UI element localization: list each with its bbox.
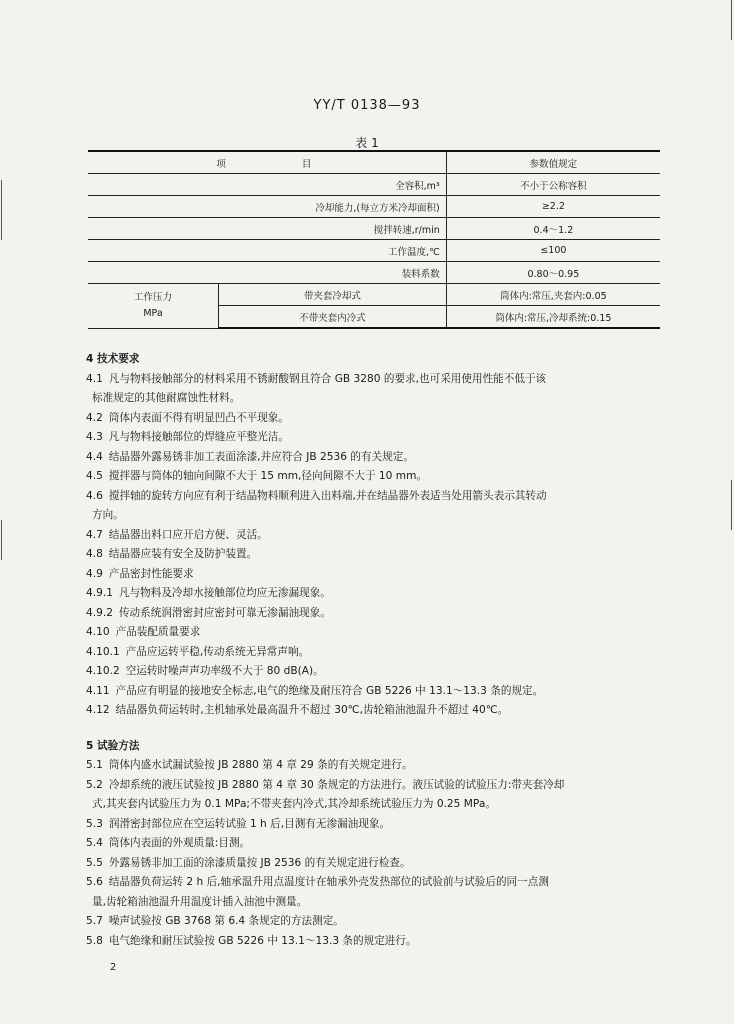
clause-line bbox=[86, 448, 660, 468]
clause-text: 产品装配质量要求 bbox=[115, 626, 201, 638]
table-cell-value: 筒体内:常压,夹套内:0.05 bbox=[446, 284, 660, 306]
clause-line bbox=[86, 389, 660, 409]
clause-text: 电气绝缘和耐压试验按 GB 5226 中 13.1～13.3 条的规定进行。 bbox=[108, 934, 417, 947]
section-title: 5 试验方法 bbox=[86, 739, 140, 752]
clause-number: 4.5 bbox=[86, 470, 103, 482]
pressure-label: 工作压力 bbox=[133, 291, 172, 303]
clause-line bbox=[86, 526, 660, 546]
spec-table bbox=[88, 150, 660, 329]
clause-text: 凡与物料接触部分的材料采用不锈耐酸钢且符合 GB 3280 的要求,也可采用使用性能不低于该 bbox=[108, 372, 547, 385]
clause-text: 标准规定的其他耐腐蚀性材料。 bbox=[92, 392, 241, 404]
table-cell-subitem: 带夹套冷却式 bbox=[219, 284, 447, 306]
clause-line bbox=[86, 756, 660, 776]
clause-line bbox=[86, 584, 660, 604]
clause-line bbox=[86, 893, 660, 913]
scan-edge-mark bbox=[731, 480, 732, 530]
clause-text: 筒体内表面不得有明显凹凸不平现象。 bbox=[108, 411, 289, 424]
clause-text: 量,齿轮箱油池温升用温度计插入油池中测量。 bbox=[92, 895, 308, 908]
table-header-value: 参数值规定 bbox=[446, 151, 660, 174]
clause-number: 5.8 bbox=[86, 934, 103, 947]
table-row bbox=[88, 196, 660, 218]
clause-number: 4.3 bbox=[86, 431, 103, 443]
table-cell-value: 0.80～0.95 bbox=[446, 262, 660, 284]
pressure-label-cell bbox=[88, 284, 219, 329]
clause-text: 筒体内盛水试漏试验按 JB 2880 第 4 章 29 条的有关规定进行。 bbox=[108, 759, 413, 771]
clause-number: 4.10 bbox=[86, 626, 110, 638]
clause-line bbox=[86, 873, 660, 893]
clause-number: 4.11 bbox=[86, 684, 110, 697]
table-caption: 表 1 bbox=[355, 136, 379, 150]
pressure-unit: MPa bbox=[143, 307, 163, 319]
clause-text: 冷却系统的液压试验按 JB 2880 第 4 章 30 条规定的方法进行。液压试验的试验压力:带夹套冷却 bbox=[108, 778, 565, 791]
clause-text: 结晶器出料口应开启方便、灵活。 bbox=[108, 528, 268, 541]
clause-line bbox=[86, 428, 660, 448]
table-cell-item: 全容积,m³ bbox=[88, 174, 446, 196]
scan-edge-mark bbox=[1, 180, 2, 240]
clause-number: 5.7 bbox=[86, 915, 103, 927]
clause-line bbox=[86, 815, 660, 835]
table-row bbox=[88, 218, 660, 240]
clause-line bbox=[86, 623, 660, 643]
clause-line bbox=[86, 834, 660, 854]
table-cell-value: 不小于公称容积 bbox=[446, 174, 660, 196]
clause-number: 4.10.2 bbox=[86, 665, 120, 677]
document-body bbox=[86, 348, 660, 951]
scan-edge-mark bbox=[731, 0, 732, 40]
table-row bbox=[88, 284, 660, 306]
clause-line bbox=[86, 545, 660, 565]
clause-number: 4.9.2 bbox=[86, 606, 113, 619]
clause-text: 搅拌器与筒体的轴向间隙不大于 15 mm,径向间隙不大于 10 mm。 bbox=[108, 470, 427, 482]
clause-number: 4.10.1 bbox=[86, 645, 120, 658]
clause-text: 传动系统润滑密封应密封可靠无渗漏油现象。 bbox=[118, 606, 331, 619]
section-4-items bbox=[86, 370, 660, 721]
table-row bbox=[88, 240, 660, 262]
header-item-char: 目 bbox=[301, 158, 318, 170]
clause-number: 4.2 bbox=[86, 411, 103, 424]
table-row bbox=[88, 262, 660, 284]
clause-line bbox=[86, 506, 660, 526]
clause-line bbox=[86, 604, 660, 624]
clause-line bbox=[86, 776, 660, 796]
clause-text: 方向。 bbox=[92, 509, 124, 521]
clause-line bbox=[86, 682, 660, 702]
table-cell-item: 装料系数 bbox=[88, 262, 446, 284]
clause-number: 5.6 bbox=[86, 876, 103, 888]
clause-text: 结晶器应装有安全及防护装置。 bbox=[108, 548, 258, 560]
table-cell-value: 筒体内:常压,冷却系统:0.15 bbox=[446, 306, 660, 329]
section-5 bbox=[86, 737, 660, 952]
clause-number: 4.7 bbox=[86, 528, 103, 541]
clause-line bbox=[86, 409, 660, 429]
clause-number: 5.1 bbox=[86, 759, 103, 771]
clause-number: 4.12 bbox=[86, 704, 110, 716]
clause-text: 凡与物料接触部位的焊缝应平整光洁。 bbox=[108, 431, 289, 443]
clause-number: 4.1 bbox=[86, 372, 103, 385]
clause-text: 筒体内表面的外观质量:目测。 bbox=[108, 837, 251, 849]
header-item-char: 项 bbox=[216, 158, 232, 170]
scan-edge-mark bbox=[1, 520, 2, 560]
clause-line bbox=[86, 932, 660, 952]
table-cell-subitem: 不带夹套内冷式 bbox=[219, 306, 447, 329]
clause-line bbox=[86, 487, 660, 507]
clause-line bbox=[86, 370, 660, 390]
section-5-items bbox=[86, 756, 660, 951]
clause-line bbox=[86, 643, 660, 663]
clause-line bbox=[86, 912, 660, 932]
clause-line bbox=[86, 662, 660, 682]
section-title: 4 技术要求 bbox=[86, 353, 140, 365]
clause-number: 4.4 bbox=[86, 450, 103, 463]
clause-text: 噪声试验按 GB 3768 第 6.4 条规定的方法测定。 bbox=[108, 915, 344, 927]
table-row bbox=[88, 174, 660, 196]
clause-number: 5.2 bbox=[86, 778, 103, 791]
clause-line bbox=[86, 565, 660, 585]
clause-text: 产品密封性能要求 bbox=[108, 567, 194, 580]
clause-text: 式,其夹套内试验压力为 0.1 MPa;不带夹套内冷式,其冷却系统试验压力为 0.25 MPa。 bbox=[92, 798, 496, 810]
table-cell-value: ≥2.2 bbox=[446, 196, 660, 218]
table-cell-item: 工作温度,℃ bbox=[88, 240, 446, 262]
page-number: 2 bbox=[110, 962, 117, 973]
clause-text: 结晶器外露易锈非加工表面涂漆,并应符合 JB 2536 的有关规定。 bbox=[108, 450, 414, 463]
section-4 bbox=[86, 350, 660, 721]
clause-line bbox=[86, 795, 660, 815]
clause-text: 润滑密封部位应在空运转试验 1 h 后,目测有无渗漏油现象。 bbox=[108, 817, 391, 830]
clause-text: 凡与物料及冷却水接触部位均应无渗漏现象。 bbox=[118, 587, 331, 599]
clause-text: 空运转时噪声声功率级不大于 80 dB(A)。 bbox=[125, 665, 324, 677]
table-header-row bbox=[88, 151, 660, 174]
clause-number: 4.8 bbox=[86, 548, 103, 560]
clause-number: 4.9.1 bbox=[86, 587, 113, 599]
table-cell-item: 冷却能力,(每立方米冷却面积) bbox=[88, 196, 446, 218]
clause-number: 4.6 bbox=[86, 489, 103, 502]
clause-line bbox=[86, 701, 660, 721]
clause-number: 4.9 bbox=[86, 567, 103, 580]
table-header-item bbox=[88, 151, 446, 174]
clause-line bbox=[86, 467, 660, 487]
clause-text: 结晶器负荷运转 2 h 后,轴承温升用点温度计在轴承外壳发热部位的试验前与试验后的同一点测 bbox=[108, 876, 549, 888]
clause-text: 产品应运转平稳,传动系统无异常声响。 bbox=[125, 645, 310, 658]
clause-line bbox=[86, 854, 660, 874]
clause-number: 5.3 bbox=[86, 817, 103, 830]
clause-number: 5.4 bbox=[86, 837, 103, 849]
clause-text: 外露易锈非加工面的涂漆质量按 JB 2536 的有关规定进行检查。 bbox=[108, 856, 411, 869]
table-cell-value: ≤100 bbox=[446, 240, 660, 262]
clause-text: 产品应有明显的接地安全标志,电气的绝缘及耐压符合 GB 5226 中 13.1～13.3 条的规定。 bbox=[115, 684, 544, 697]
table-cell-value: 0.4～1.2 bbox=[446, 218, 660, 240]
document-header: YY/T 0138—93 bbox=[313, 98, 421, 113]
clause-text: 结晶器负荷运转时,主机轴承处最高温升不超过 30℃,齿轮箱油池温升不超过 40℃。 bbox=[115, 704, 509, 716]
clause-text: 搅拌轴的旋转方向应有利于结晶物料顺利进入出料端,并在结晶器外表适当处用箭头表示其转动 bbox=[108, 489, 547, 502]
clause-number: 5.5 bbox=[86, 856, 103, 869]
table-cell-item: 搅拌转速,r/min bbox=[88, 218, 446, 240]
